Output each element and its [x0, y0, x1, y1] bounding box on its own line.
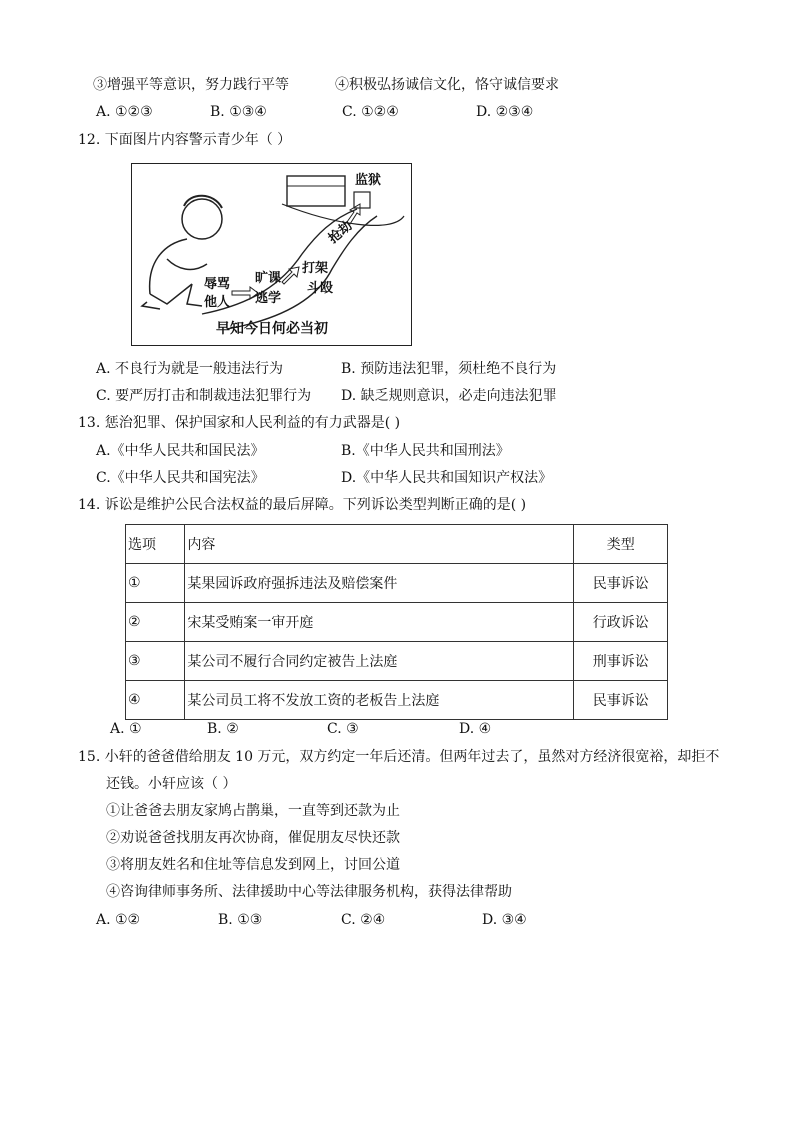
q15-statement-1: ①让爸爸去朋友家鸠占鹊巢，一直等到还款为止 — [106, 803, 400, 819]
step2-label-b: 逃学 — [255, 291, 282, 306]
q13-option-d[interactable]: D.《中华人民共和国知识产权法》 — [341, 470, 553, 486]
step4-label: 抢劫 — [325, 218, 356, 247]
table-row — [126, 603, 668, 642]
q15-option-b[interactable]: B. ①③ — [218, 912, 263, 928]
table-cell: ② — [126, 603, 185, 642]
q12-option-a[interactable]: A. 不良行为就是一般违法行为 — [96, 361, 284, 377]
q11-statement-3: ③增强平等意识，努力践行平等 — [93, 77, 289, 93]
q11-option-c[interactable]: C. ①②④ — [342, 104, 399, 120]
table-header-row — [126, 525, 668, 564]
q14-option-b[interactable]: B. ② — [207, 721, 239, 737]
table-row — [126, 564, 668, 603]
q12-option-c[interactable]: C. 要严厉打击和制裁违法犯罪行为 — [96, 388, 312, 404]
q14-option-a[interactable]: A. ① — [110, 721, 142, 737]
table-cell: 宋某受贿案一审开庭 — [185, 603, 574, 642]
q13-stem: 13. 惩治犯罪、保护国家和人民利益的有力武器是( ) — [78, 415, 401, 431]
table-cell: 某公司不履行合同约定被告上法庭 — [185, 642, 574, 681]
q12-option-b[interactable]: B. 预防违法犯罪，须杜绝不良行为 — [341, 361, 557, 377]
q13-option-b[interactable]: B.《中华人民共和国刑法》 — [341, 443, 510, 459]
q14-stem: 14. 诉讼是维护公民合法权益的最后屏障。下列诉讼类型判断正确的是( ) — [78, 497, 527, 513]
q11-option-d[interactable]: D. ②③④ — [476, 104, 534, 120]
q12-cartoon-figure — [131, 163, 412, 346]
cartoon-drawing — [132, 164, 411, 345]
step2-label-a: 旷课 — [255, 271, 282, 286]
q15-stem-line-2: 还钱。小轩应该（ ） — [106, 776, 237, 792]
table-header-cell: 类型 — [574, 525, 668, 564]
table-cell: ① — [126, 564, 185, 603]
table-cell: 某公司员工将不发放工资的老板告上法庭 — [185, 681, 574, 720]
q12-option-d[interactable]: D. 缺乏规则意识，必走向违法犯罪 — [341, 388, 557, 404]
q11-option-b[interactable]: B. ①③④ — [210, 104, 267, 120]
q15-stem-line-1: 15. 小轩的爸爸借给朋友 10 万元，双方约定一年后还清。但两年过去了，虽然对方经济很宽裕，却拒不 — [78, 749, 720, 765]
q13-option-a[interactable]: A.《中华人民共和国民法》 — [96, 443, 265, 459]
q15-option-d[interactable]: D. ③④ — [482, 912, 527, 928]
q11-statement-4: ④积极弘扬诚信文化，恪守诚信要求 — [335, 77, 559, 93]
table-cell: 民事诉讼 — [574, 564, 668, 603]
table-cell: 刑事诉讼 — [574, 642, 668, 681]
step1-label-b: 他人 — [204, 295, 231, 310]
step3-label-b: 斗殴 — [307, 281, 334, 296]
table-cell: ④ — [126, 681, 185, 720]
table-row — [126, 681, 668, 720]
q15-statement-3: ③将朋友姓名和住址等信息发到网上，讨回公道 — [106, 857, 400, 873]
table-cell: 民事诉讼 — [574, 681, 668, 720]
q15-statement-4: ④咨询律师事务所、法律援助中心等法律服务机构，获得法律帮助 — [106, 884, 512, 900]
q15-statement-2: ②劝说爸爸找朋友再次协商，催促朋友尽快还款 — [106, 830, 400, 846]
q14-option-d[interactable]: D. ④ — [459, 721, 492, 737]
step1-label-a: 辱骂 — [204, 277, 231, 292]
step3-label-a: 打架 — [302, 261, 329, 276]
q14-table — [125, 524, 668, 720]
table-cell: 某果园诉政府强拆违法及赔偿案件 — [185, 564, 574, 603]
cartoon-caption: 早知今日何必当初 — [216, 321, 328, 337]
q11-option-a[interactable]: A. ①②③ — [96, 104, 153, 120]
table-row — [126, 642, 668, 681]
q15-option-a[interactable]: A. ①② — [96, 912, 141, 928]
table-header-cell: 选项 — [126, 525, 185, 564]
q12-stem: 12. 下面图片内容警示青少年（ ） — [78, 132, 292, 148]
q14-option-c[interactable]: C. ③ — [327, 721, 359, 737]
table-cell: 行政诉讼 — [574, 603, 668, 642]
table-cell: ③ — [126, 642, 185, 681]
prison-label: 监狱 — [355, 173, 382, 188]
table-header-cell: 内容 — [185, 525, 574, 564]
q13-option-c[interactable]: C.《中华人民共和国宪法》 — [96, 470, 265, 486]
q15-option-c[interactable]: C. ②④ — [341, 912, 386, 928]
